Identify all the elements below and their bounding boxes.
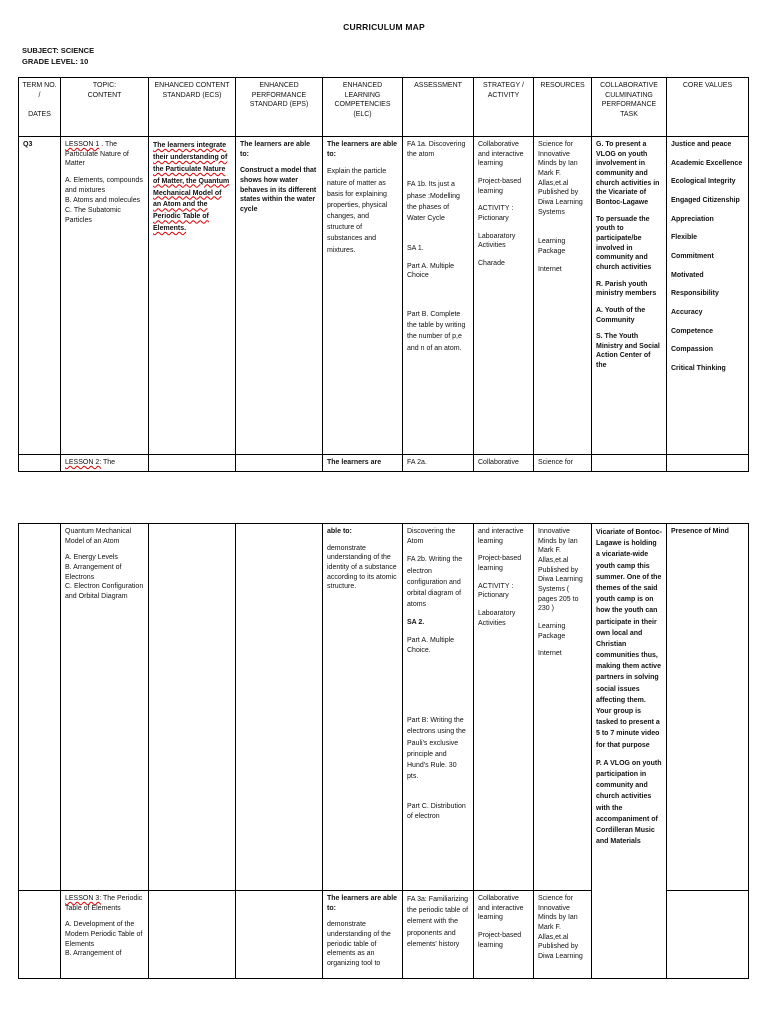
strategy-item: Laboaratory Activities [478,232,516,250]
topic-cell [61,137,149,455]
strategy-item: Collaborative and interactive learning [478,141,524,168]
core-value: Accuracy [671,308,703,316]
assessment-item: FA 1b. Its just a phase :Modelling the phases of Water Cycle [407,181,460,222]
resources-cell [534,524,592,891]
lesson-label: LESSON 1 [65,141,100,148]
list-item: A. Energy Levels [65,554,118,562]
assessment-item: Part B: Writing the electrons using the Pauli's exclusive principle and Hund's Rule. 30 pts. [407,717,466,781]
core-value: Justice and peace [671,141,732,148]
strategy-item: Project-based learning [478,555,522,572]
elc-cell [323,891,403,979]
topic-cell [61,891,149,979]
ecs-text: The learners integrate their understanding of the Particulate Nature of Matter, the Quantum Mechanical Model of an Atom and the Periodic Table of Elements. [153,142,230,233]
list-item: B. Atoms and molecules [65,197,141,205]
elc-body: Explain the particle nature of matter as basis for explaining properties, physical changes, and structure of substances and mixtures. [327,168,388,254]
eps-cell [236,137,323,455]
core-value: Appreciation [671,215,714,223]
assessment-item: Part A. Multiple Choice. [407,636,455,654]
resources-cell: Science for [534,455,592,472]
elc-intro: able to: [327,528,352,535]
strategy-cell: Collaborative [474,455,534,472]
strategy-cell [474,891,534,979]
perf-goal: G. To present a VLOG on youth involvement in community and church activities in the Vicariate of Bontoc-Lagawe [596,141,660,206]
strategy-item: Project-based learning [478,177,522,195]
elc-body: demonstrate understanding of the identity of a substance according to its atomic structure. [327,544,397,591]
assessment-item: FA 2b. Writing the electron configuration and orbital diagram of atoms [407,556,463,609]
topic-cell [61,524,149,891]
header-elc: ENHANCED LEARNING COMPETENCIES (ELC) [323,78,403,137]
list-item: C. Electron Configuration and Orbital Diagram [65,583,144,600]
resources-cell [534,137,592,455]
list-item: B. Arrangement of [65,950,122,958]
performance-task-cell [592,137,667,455]
core-value: Ecological Integrity [671,178,736,186]
resource-item: Learning Package [538,622,566,640]
lesson-title: The [101,459,116,466]
header-eps: ENHANCED PERFORMANCE STANDARD (EPS) [236,78,323,137]
core-value: Critical Thinking [671,364,726,372]
core-value: Competence [671,327,714,335]
strategy-item: Project-based learning [478,931,522,949]
resource-item: Innovative Minds by Ian Mark F. Allas,et.al Published by Diwa Learning Systems ( pages 205 to 230 ) [538,528,583,613]
document-title: CURRICULUM MAP [343,22,425,32]
assessment-item: FA 1a. Discovering the atom [407,141,466,158]
core-value: Flexible [671,234,698,242]
topic-cell [61,455,149,472]
elc-cell [323,524,403,891]
header-row [19,78,749,137]
grade-level-label: GRADE LEVEL: 10 [22,57,89,66]
header-strategy: STRATEGY / ACTIVITY [474,78,534,137]
list-item: B. Arrangement of Electrons [65,563,122,581]
assessment-item: FA 3a: Familiarizing the periodic table of element with the proponents and elements' history [407,896,469,948]
list-item: A. Development of the Modern Periodic Table of Elements [65,921,143,948]
header-ecs: ENHANCED CONTENT STANDARD (ECS) [149,78,236,137]
resource-item: Internet [538,650,562,658]
assessment-item: Part C. Distribution of electron [407,803,466,820]
resource-item: Internet [538,265,562,273]
table-row [19,455,749,472]
performance-task-cell [592,524,667,979]
strategy-item: Collaborative and interactive learning [478,895,524,922]
perf-audience: A. Youth of the Community [596,306,646,324]
core-value: Compassion [671,346,714,354]
assessment-item: Discovering the Atom [407,528,456,545]
elc-intro: The learners are able to: [327,141,398,158]
strategy-item: ACTIVITY : Pictionary [478,205,514,222]
assessment-item: Part A. Multiple Choice [407,262,455,280]
resources-cell: Science for Innovative Minds by Ian Mark F. Allas,et.al Published by Diwa Learning [534,891,592,979]
elc-body: demonstrate understanding of the periodic table of elements as an organizing tool to [327,921,391,967]
assessment-item: Part B. Complete the table by writing the number of p,e and n of an atom. [407,311,466,352]
perf-role: R. Parish youth ministry members [596,280,657,298]
core-value: Academic Excellence [671,159,743,167]
core-value: Commitment [671,252,714,260]
header-performance-task: COLLABORATIVE CULMINATING PERFORMANCE TASK [592,78,667,137]
eps-intro: The learners are able to: [240,141,311,158]
term-cell: Q3 [19,137,61,455]
assessment-item: SA 2. [407,619,425,627]
header-topic: TOPIC: CONTENT [61,78,149,137]
table-row [19,137,749,455]
list-item: A. Elements, compounds and mixtures [65,176,143,194]
core-value: Motivated [671,271,704,279]
elc-cell: The learners are [323,455,403,472]
core-value: Presence of Mind [671,528,729,535]
header-term: TERM NO. / DATES [19,78,61,137]
header-core-values: CORE VALUES [667,78,749,137]
curriculum-table-page1 [18,77,749,472]
perf-text: To persuade the youth to participate/be involved in community and church activities [596,215,652,271]
strategy-cell [474,524,534,891]
assessment-cell [403,524,474,891]
lesson-title: The Periodic Table of Elements [65,895,143,912]
assessment-cell [403,891,474,979]
resource-item: Science for Innovative Minds by Ian Mark F. Allas,et.al Published by Diwa Learning Systems [538,141,583,216]
lesson-label: LESSON 2: [65,459,102,466]
core-values-cell [667,524,749,891]
strategy-item: Charade [478,259,505,267]
header-resources: RESOURCES [534,78,592,137]
strategy-cell [474,137,534,455]
elc-intro: The learners are able to: [327,895,398,912]
table-row [19,524,749,891]
topic-title: Quantum Mechanical Model of an Atom [65,528,132,545]
eps-body: Construct a model that shows how water behaves in its different states within the water cycle [240,167,317,213]
perf-situation: S. The Youth Ministry and Social Action Center of the [596,333,660,370]
strategy-item: Laboaratory Activities [478,609,516,627]
elc-cell [323,137,403,455]
core-value: Responsibility [671,290,719,298]
strategy-item: ACTIVITY : Pictionary [478,582,514,600]
core-value: Engaged Citizenship [671,196,740,204]
perf-product: P. A VLOG on youth participation in community and church activities with the accompaniment of Cordilleran Music and Materials [596,759,662,846]
list-item: C. The Subatomic Particles [65,206,121,224]
assessment-item: SA 1. [407,245,424,253]
header-assessment: ASSESSMENT [403,78,474,137]
resource-item: Learning Package [538,238,566,255]
core-values-cell [667,137,749,455]
assessment-cell: FA 2a. [403,455,474,472]
lesson-title: . The Particulate Nature of Matter [65,141,129,168]
lesson-label: LESSON 3: [65,895,102,902]
subject-label: SUBJECT: SCIENCE [22,46,95,55]
strategy-item: and interactive learning [478,528,524,545]
assessment-cell [403,137,474,455]
curriculum-table-page2 [18,523,749,979]
ecs-cell [149,137,236,455]
perf-text: Vicariate of Bontoc-Lagawe is holding a vicariate-wide youth camp this summer. One of the themes of the said youth camp is on how the youth can participate in their own local and Christian communities thus, making them active partners in solving social issues affecting them. Your group is tasked to present a 5 to 7 minute video for that purpose [596,529,662,749]
